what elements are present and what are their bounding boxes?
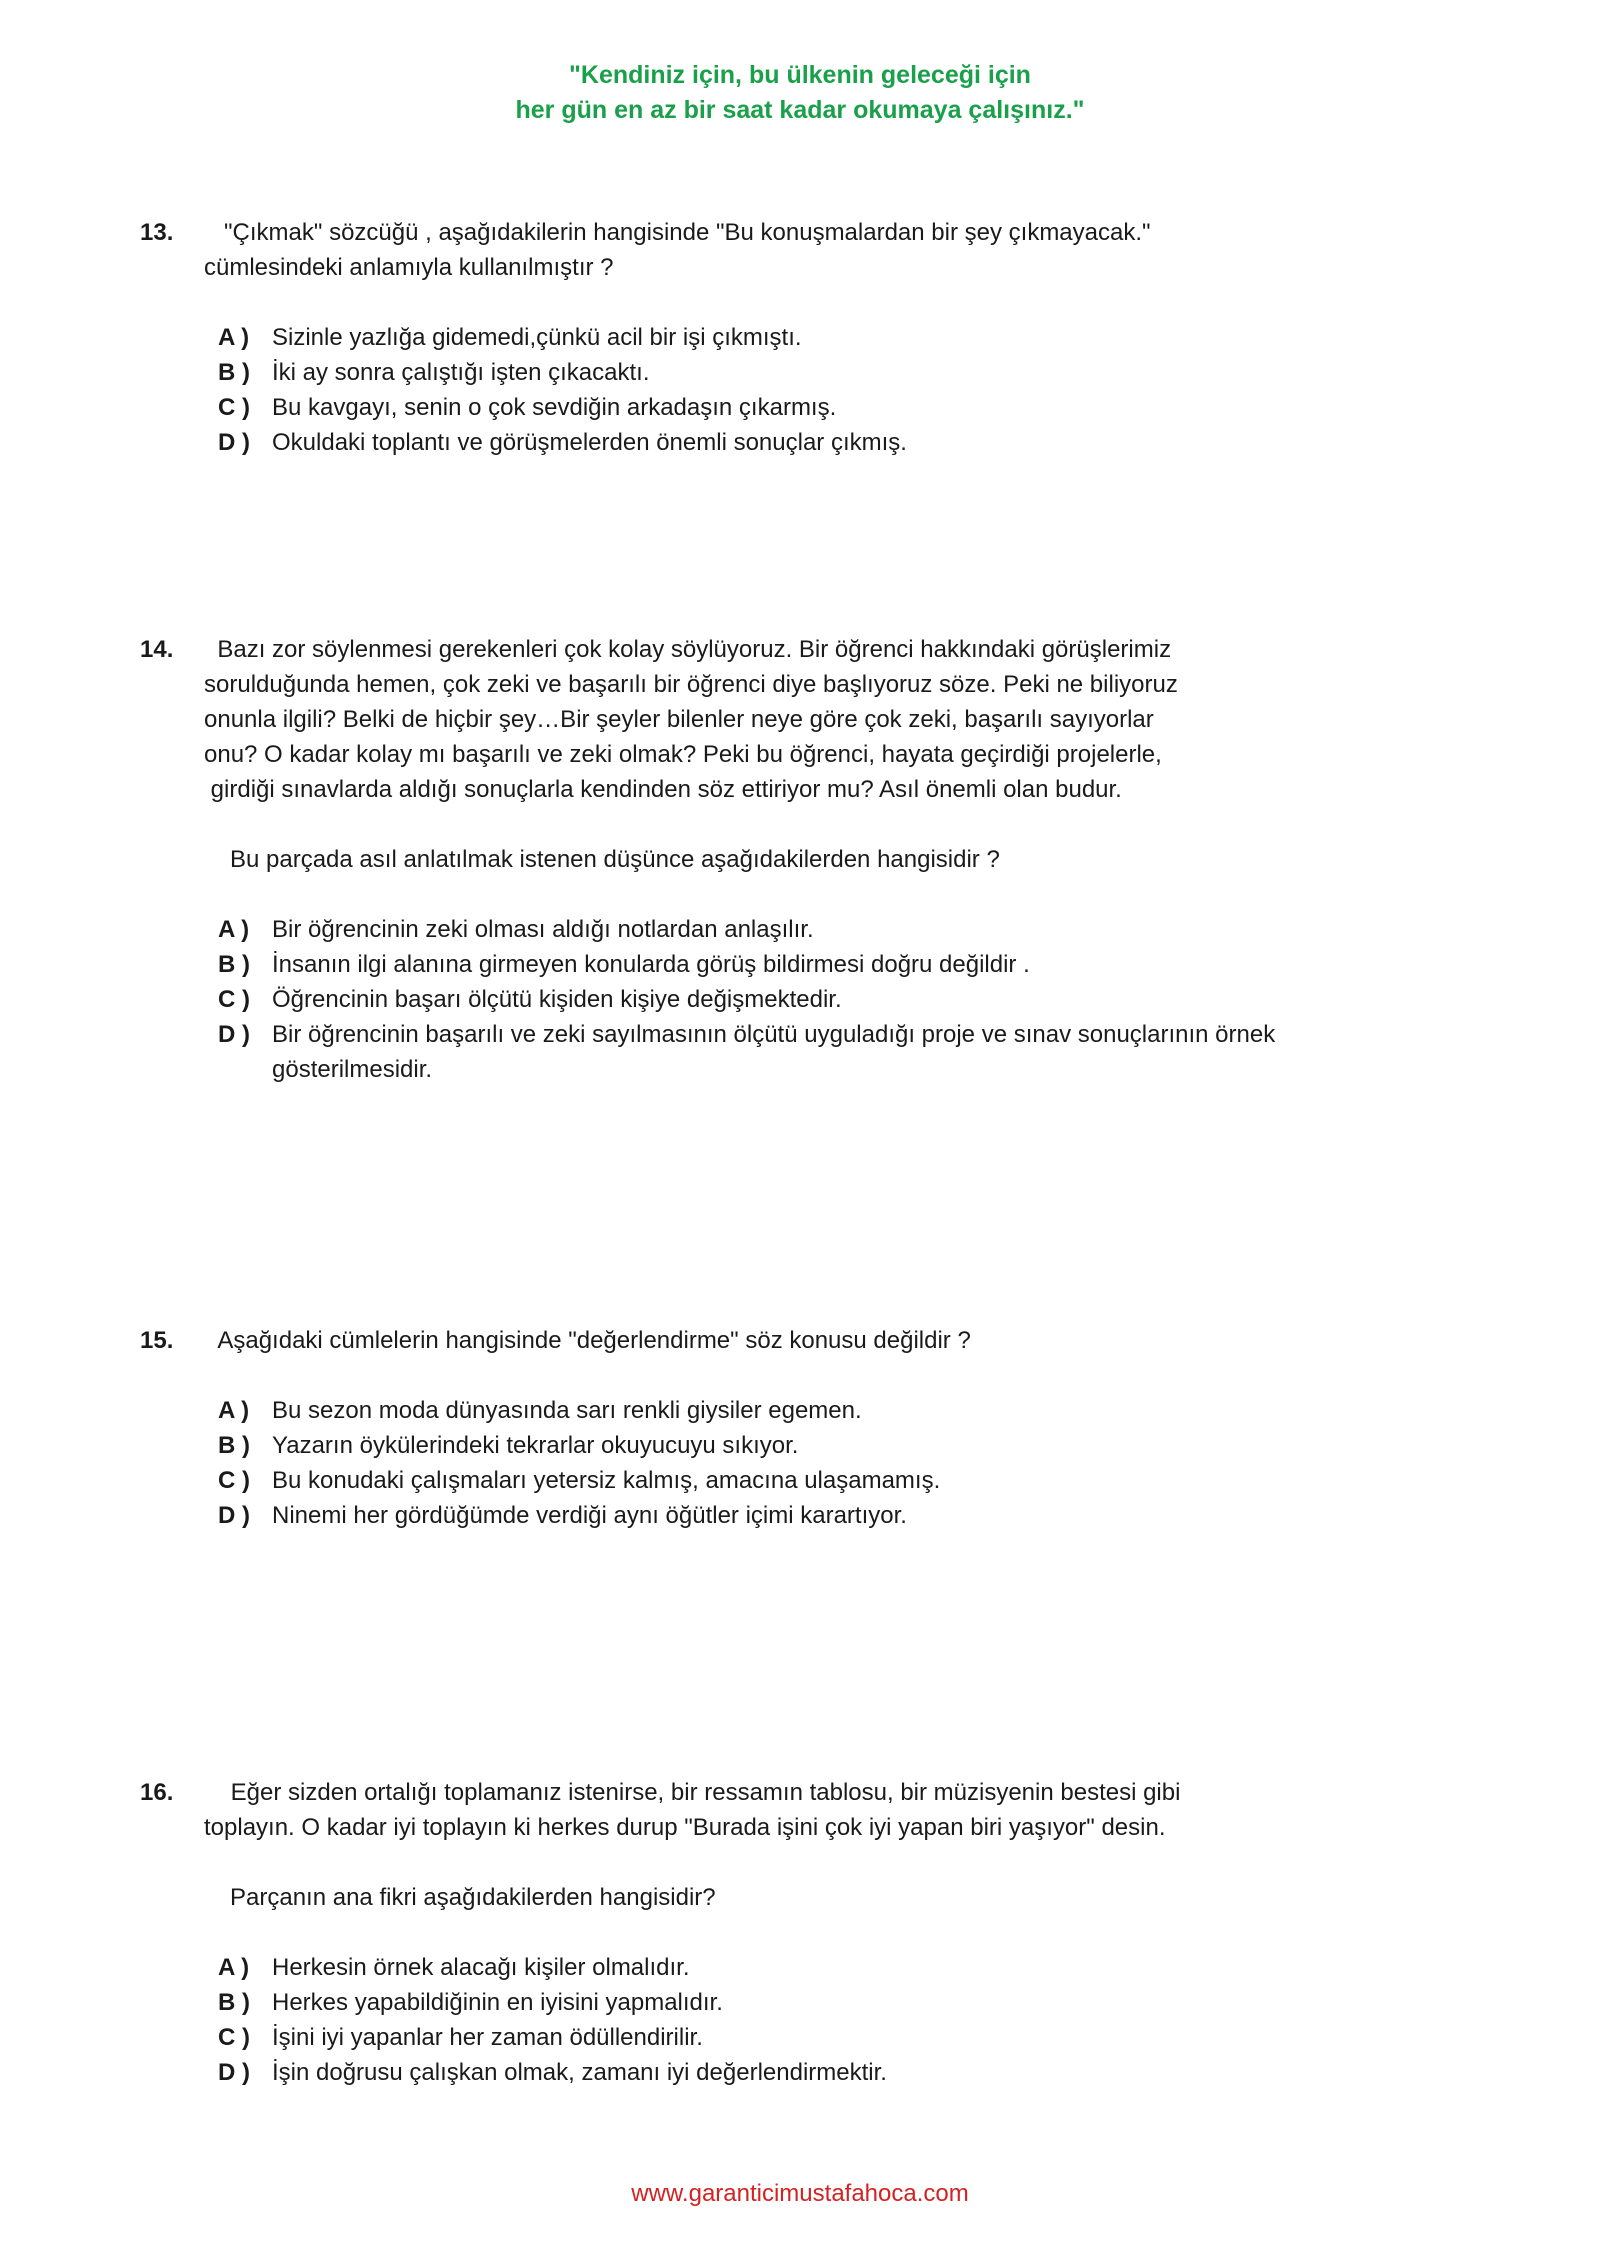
question-number: 15. <box>140 1327 174 1354</box>
question-text: Eğer sizden ortalığı toplamanız istenirse, bir ressamın tablosu, bir müzisyenin bestesi gibi toplayın. O kadar iyi toplayın ki herkes durup "Burada işini çok iyi yapan biri yaşıyor" desin. <box>204 1779 1181 1841</box>
option-letter: D ) <box>218 2059 250 2086</box>
option-letter: C ) <box>218 2024 250 2051</box>
question-stem <box>140 215 1340 285</box>
option-d[interactable] <box>218 425 1340 460</box>
option-text: Öğrencinin başarı ölçütü kişiden kişiye değişmektedir. <box>272 986 842 1013</box>
question-stem <box>140 632 1340 807</box>
option-text: İşin doğrusu çalışkan olmak, zamanı iyi değerlendirmektir. <box>272 2059 887 2086</box>
question-14 <box>140 632 1340 1087</box>
option-letter: B ) <box>218 359 250 386</box>
page-header-quote <box>0 58 1600 128</box>
option-c[interactable] <box>218 982 1340 1017</box>
option-d[interactable] <box>218 1017 1332 1087</box>
option-b[interactable] <box>218 1428 1340 1463</box>
option-letter: B ) <box>218 1432 250 1459</box>
option-letter: A ) <box>218 1397 250 1424</box>
option-letter: D ) <box>218 1021 250 1048</box>
option-a[interactable] <box>218 912 1340 947</box>
footer-website-url: www.garanticimustafahoca.com <box>631 2180 969 2207</box>
option-text: Herkesin örnek alacağı kişiler olmalıdır. <box>272 1954 690 1981</box>
option-text: İşini iyi yapanlar her zaman ödüllendirilir. <box>272 2024 703 2051</box>
question-text: "Çıkmak" sözcüğü , aşağıdakilerin hangisinde "Bu konuşmalardan bir şey çıkmayacak." cümlesindeki anlamıyla kullanılmıştır ? <box>204 219 1151 281</box>
option-letter: A ) <box>218 324 250 351</box>
option-letter: B ) <box>218 951 250 978</box>
option-b[interactable] <box>218 1985 1340 2020</box>
option-text: Bu kavgayı, senin o çok sevdiğin arkadaşın çıkarmış. <box>272 394 837 421</box>
option-c[interactable] <box>218 1463 1340 1498</box>
answer-options <box>140 912 1340 1087</box>
option-letter: D ) <box>218 429 250 456</box>
option-letter: C ) <box>218 1467 250 1494</box>
option-text: Herkes yapabildiğinin en iyisini yapmalıdır. <box>272 1989 723 2016</box>
question-prompt: Bu parçada asıl anlatılmak istenen düşünce aşağıdakilerden hangisidir ? <box>230 846 1000 873</box>
option-b[interactable] <box>218 947 1340 982</box>
option-text: Sizinle yazlığa gidemedi,çünkü acil bir işi çıkmıştı. <box>272 324 802 351</box>
option-d[interactable] <box>218 2055 1340 2090</box>
header-quote-line-2: her gün en az bir saat kadar okumaya çalışınız." <box>515 96 1085 124</box>
option-text: İnsanın ilgi alanına girmeyen konularda görüş bildirmesi doğru değildir . <box>272 951 1030 978</box>
option-text: Bu sezon moda dünyasında sarı renkli giysiler egemen. <box>272 1397 862 1424</box>
question-number: 16. <box>140 1779 174 1806</box>
option-c[interactable] <box>218 390 1340 425</box>
option-text: Okuldaki toplantı ve görüşmelerden önemli sonuçlar çıkmış. <box>272 429 907 456</box>
answer-options <box>140 320 1340 460</box>
option-d[interactable] <box>218 1498 1340 1533</box>
question-13 <box>140 215 1340 460</box>
option-a[interactable] <box>218 1393 1340 1428</box>
question-15 <box>140 1323 1340 1533</box>
answer-options <box>140 1950 1340 2090</box>
option-letter: C ) <box>218 394 250 421</box>
question-number: 14. <box>140 636 174 663</box>
option-text: Bu konudaki çalışmaları yetersiz kalmış, amacına ulaşamamış. <box>272 1467 941 1494</box>
question-text: Bazı zor söylenmesi gerekenleri çok kolay söylüyoruz. Bir öğrenci hakkındaki görüşlerimiz sorulduğunda hemen, çok zeki ve başarılı bir öğrenci diye başlıyoruz söze. Peki ne biliyoruz onunla ilgili? Belki de hiçbir şey…Bir şeyler bilenler neye göre çok zeki, başarılı sayıyorlar onu? O kadar kolay mı başarılı ve zeki olmak? Peki bu öğrenci, hayata geçirdiği projelerle, girdiği sınavlarda aldığı sonuçlarla kendinden söz ettiriyor mu? Asıl önemli olan budur. <box>204 636 1178 803</box>
option-a[interactable] <box>218 1950 1340 1985</box>
option-a[interactable] <box>218 320 1340 355</box>
question-stem <box>140 1323 1340 1358</box>
option-text: İki ay sonra çalıştığı işten çıkacaktı. <box>272 359 650 386</box>
option-text: Bir öğrencinin zeki olması aldığı notlardan anlaşılır. <box>272 916 814 943</box>
option-text: Yazarın öykülerindeki tekrarlar okuyucuyu sıkıyor. <box>272 1432 799 1459</box>
option-letter: A ) <box>218 916 250 943</box>
header-quote-line-1: "Kendiniz için, bu ülkenin geleceği için <box>569 61 1031 89</box>
question-text: Aşağıdaki cümlelerin hangisinde "değerlendirme" söz konusu değildir ? <box>204 1327 971 1354</box>
answer-options <box>140 1393 1340 1533</box>
option-text: Bir öğrencinin başarılı ve zeki sayılmasının ölçütü uyguladığı proje ve sınav sonuçlarının örnek gösterilmesidir. <box>272 1021 1276 1083</box>
question-number: 13. <box>140 219 174 246</box>
question-stem <box>140 1775 1340 1845</box>
option-text: Ninemi her gördüğümde verdiği aynı öğütler içimi karartıyor. <box>272 1502 907 1529</box>
option-b[interactable] <box>218 355 1340 390</box>
option-letter: C ) <box>218 986 250 1013</box>
option-letter: D ) <box>218 1502 250 1529</box>
option-letter: A ) <box>218 1954 250 1981</box>
option-letter: B ) <box>218 1989 250 2016</box>
option-c[interactable] <box>218 2020 1340 2055</box>
question-16 <box>140 1775 1340 2090</box>
question-prompt: Parçanın ana fikri aşağıdakilerden hangisidir? <box>230 1884 716 1911</box>
